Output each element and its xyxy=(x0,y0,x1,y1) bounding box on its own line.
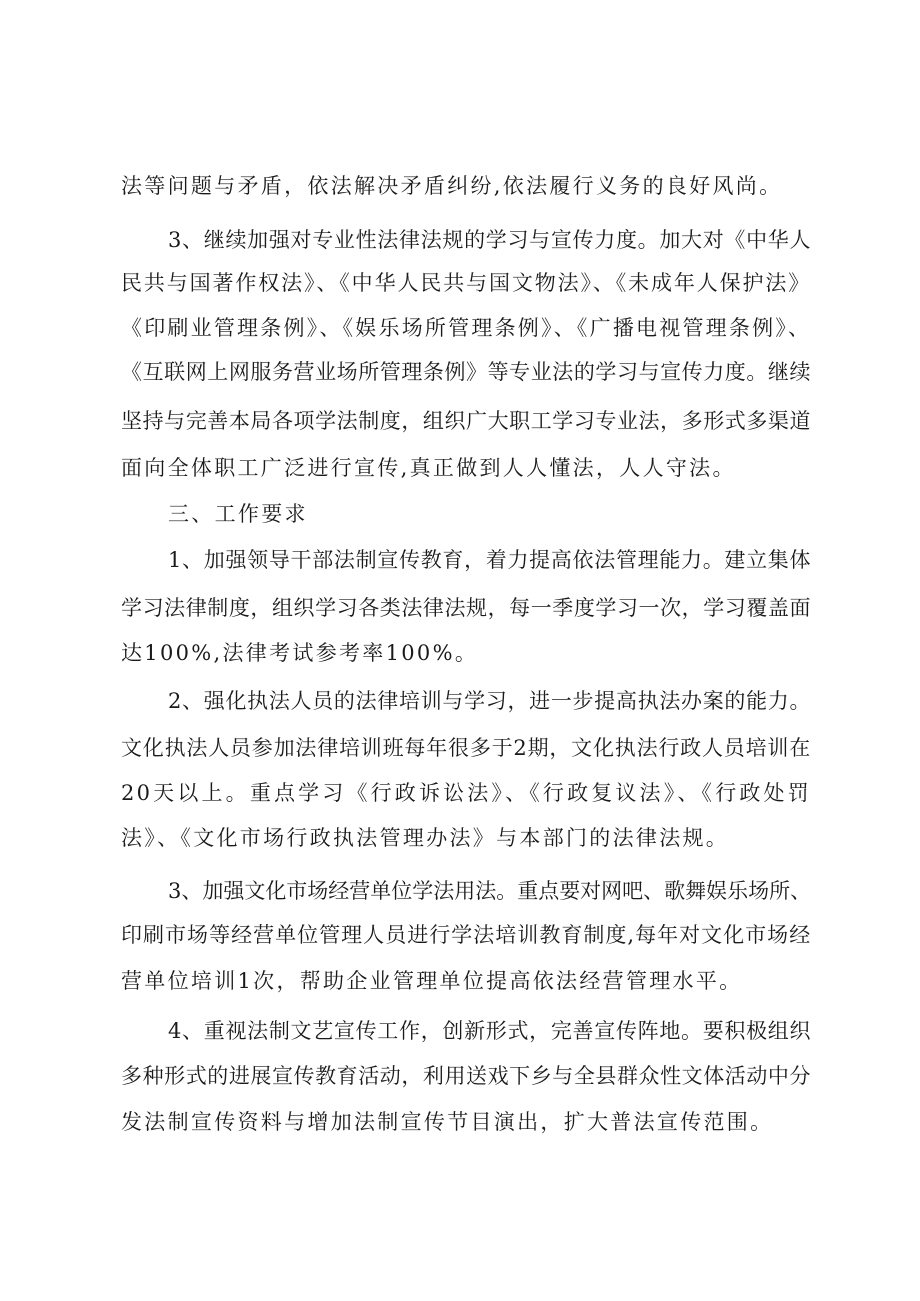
paragraph-line: 营单位培训1次，帮助企业管理单位提高依法经营管理水平。 xyxy=(121,969,743,993)
paragraph-line: 印刷市场等经营单位管理人员进行学法培训教育制度,每年对文化市场经 xyxy=(121,923,811,947)
paragraph-line: 法等问题与矛盾，依法解决矛盾纠纷,依法履行义务的良好风尚。 xyxy=(121,174,783,198)
paragraph-line: 发法制宣传资料与增加法制宣传节目演出，扩大普法宣传范围。 xyxy=(121,1110,774,1134)
paragraph-line: 多种形式的进展宣传教育活动，利用送戏下乡与全县群众性文体活动中分 xyxy=(121,1064,811,1088)
paragraph-line: 《互联网上网服务营业场所管理条例》等专业法的学习与宣传力度。继续 xyxy=(121,360,811,384)
paragraph-line: 坚持与完善本局各项学法制度，组织广大职工学习专业法，多形式多渠道 xyxy=(121,409,811,433)
paragraph-line: 文化执法人员参加法律培训班每年很多于2期，文化执法行政人员培训在 xyxy=(121,736,811,760)
paragraph-line: 达100%,法律考试参考率100%。 xyxy=(121,641,479,665)
section-heading: 三、工作要求 xyxy=(168,502,308,526)
paragraph-line: 2、强化执法人员的法律培训与学习，进一步提高执法办案的能力。 xyxy=(168,689,811,713)
paragraph-line: 面向全体职工广泛进行宣传,真正做到人人懂法，人人守法。 xyxy=(121,456,736,480)
paragraph-line: 3、继续加强对专业性法律法规的学习与宣传力度。加大对《中华人 xyxy=(168,228,811,252)
paragraph-line: 法》、《文化市场行政执法管理办法》与本部门的法律法规。 xyxy=(121,826,730,850)
paragraph-line: 20天以上。重点学习《行政诉讼法》、《行政复议法》、《行政处罚 xyxy=(121,781,811,805)
paragraph-line: 3、加强文化市场经营单位学法用法。重点要对网吧、歌舞娱乐场所、 xyxy=(168,879,811,903)
paragraph-line: 民共与国著作权法》、《中华人民共与国文物法》、《未成年人保护法》 xyxy=(121,271,811,295)
paragraph-line: 4、重视法制文艺宣传工作，创新形式，完善宣传阵地。要积极组织 xyxy=(168,1019,811,1043)
paragraph-line: 《印刷业管理条例》、《娱乐场所管理条例》、《广播电视管理条例》、 xyxy=(121,316,811,340)
paragraph-line: 1、加强领导干部法制宣传教育，着力提高依法管理能力。建立集体 xyxy=(168,548,811,572)
paragraph-line: 学习法律制度，组织学习各类法律法规，每一季度学习一次，学习覆盖面 xyxy=(121,596,811,620)
